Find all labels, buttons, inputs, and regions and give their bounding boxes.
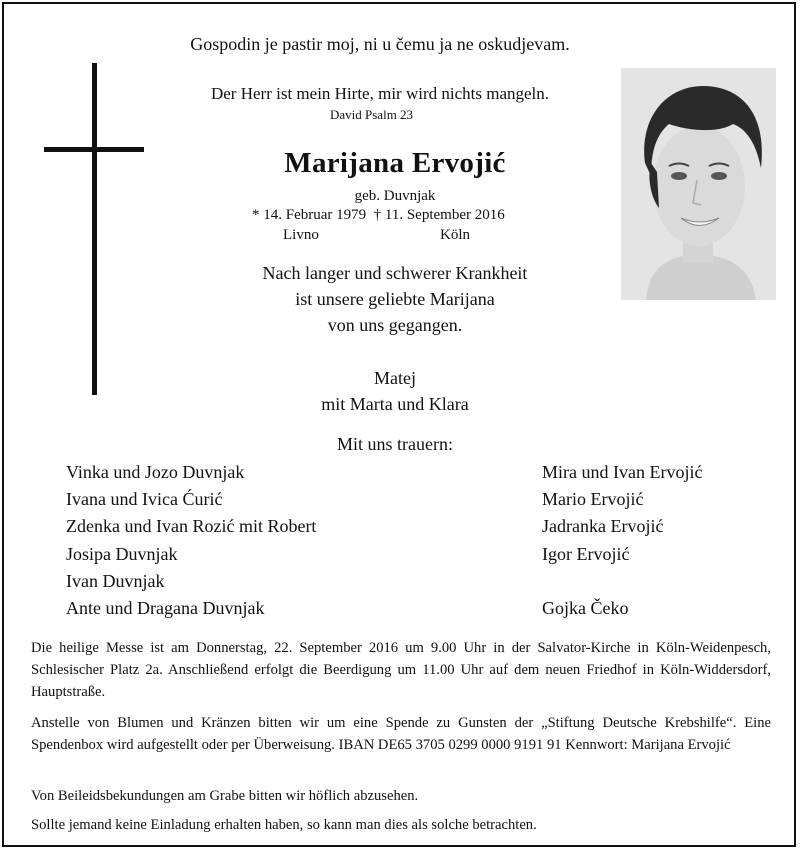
mourner-name: Gojka Čeko bbox=[542, 597, 629, 618]
mourner-name: Ante und Dragana Duvnjak bbox=[66, 597, 265, 618]
psalm-reference: David Psalm 23 bbox=[330, 107, 414, 122]
death-message-line: von uns gegangen. bbox=[327, 315, 463, 335]
mourner-name: Zdenka und Ivan Rozić mit Robert bbox=[66, 516, 317, 537]
mourner-name: Ivana und Ivica Ćurić bbox=[66, 489, 223, 510]
donation-notice: Anstelle von Blumen und Kränzen bitten wir um eine Spende zu Gunsten der „Stiftung Deutsche Krebshilfe“. Eine Spendenbox wird aufgestellt oder per Überweisung. IBAN DE65 3705 0299 0000 9191 91 Kennwort: Marijana Ervojić bbox=[31, 715, 771, 753]
condolence-notice: Von Beileidsbekundungen am Grabe bitten wir höflich abzusehen. bbox=[31, 788, 419, 804]
family-line: Matej bbox=[374, 368, 416, 388]
family-signature bbox=[200, 365, 590, 417]
mourners-right-list bbox=[542, 459, 702, 622]
mourner-name: Mario Ervojić bbox=[542, 489, 644, 510]
mourner-name bbox=[542, 568, 702, 595]
mourner-name: Ivan Duvnjak bbox=[66, 570, 165, 591]
birth-name: geb. Duvnjak bbox=[354, 188, 436, 204]
family-line: mit Marta und Klara bbox=[321, 394, 469, 414]
mourner-name: Mira und Ivan Ervojić bbox=[542, 462, 703, 482]
deceased-name: Marijana Ervojić bbox=[284, 147, 506, 179]
birth-place: Livno bbox=[283, 227, 319, 243]
death-message bbox=[200, 260, 590, 338]
mourner-name: Igor Ervojić bbox=[542, 543, 630, 564]
mass-notice: Die heilige Messe ist am Donnerstag, 22. September 2016 um 9.00 Uhr in der Salvator-Kirche in Köln-Weidenpesch, Schlesischer Platz 2a. Anschließend erfolgt die Beerdigung um 11.00 Uhr auf dem neuen Friedhof in Köln-Widdersdorf, Hauptstraße. bbox=[31, 640, 771, 700]
mourner-name: Jadranka Ervojić bbox=[542, 516, 664, 537]
portrait-photo bbox=[621, 68, 776, 300]
psalm-german: Der Herr ist mein Hirte, mir wird nichts mangeln. bbox=[210, 84, 550, 103]
death-message-line: Nach langer und schwerer Krankheit bbox=[262, 263, 528, 283]
mourners-title: Mit uns trauern: bbox=[337, 434, 453, 454]
psalm-croatian: Gospodin je pastir moj, ni u čemu ja ne oskudjevam. bbox=[190, 34, 570, 54]
portrait-image bbox=[621, 68, 776, 300]
mourner-name: Josipa Duvnjak bbox=[66, 543, 178, 564]
death-place: Köln bbox=[440, 227, 470, 243]
death-message-line: ist unsere geliebte Marijana bbox=[295, 289, 495, 309]
invitation-notice: Sollte jemand keine Einladung erhalten haben, so kann man dies als solche betrachten. bbox=[31, 817, 537, 833]
life-dates: * 14. Februar 1979 † 11. September 2016 bbox=[252, 207, 505, 223]
mourners-left-list bbox=[66, 459, 316, 622]
mourner-name: Vinka und Jozo Duvnjak bbox=[66, 462, 245, 482]
